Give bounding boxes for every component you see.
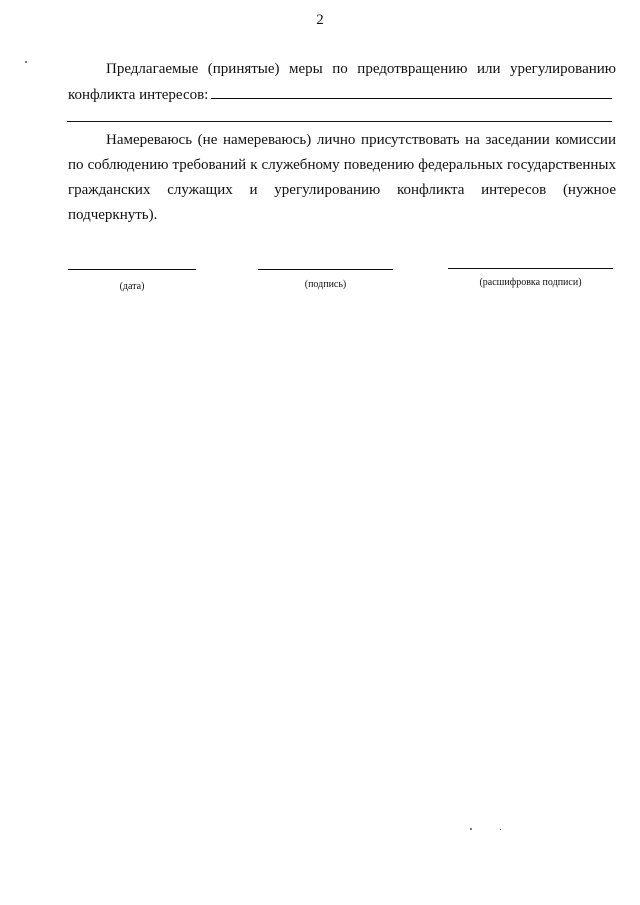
signature-label: (подпись) — [304, 279, 347, 290]
attendance-line-4: подчеркнуть). — [68, 207, 158, 223]
date-line[interactable] — [68, 269, 196, 270]
scan-speck — [470, 828, 472, 830]
attendance-line-2: по соблюдению требований к служебному поведению федеральных государственных — [68, 157, 616, 173]
measures-fill-line[interactable] — [211, 82, 612, 99]
signature-line[interactable] — [258, 269, 393, 270]
attendance-paragraph — [68, 128, 616, 228]
scan-speck — [25, 61, 27, 63]
page-number: 2 — [316, 12, 324, 28]
signature-decoding-line[interactable] — [448, 268, 613, 269]
signature-decoding-label: (расшифровка подписи) — [479, 277, 582, 288]
attendance-line-1: Намереваюсь (не намереваюсь) лично присутствовать на заседании комиссии — [106, 132, 616, 148]
attendance-line-3: гражданских служащих и урегулированию конфликта интересов (нужное — [68, 182, 616, 198]
measures-line-2 — [68, 82, 616, 108]
measures-line-2-text: конфликта интересов: — [68, 87, 209, 103]
measures-extra-line[interactable] — [67, 121, 612, 122]
measures-line-1: Предлагаемые (принятые) меры по предотвращению или урегулированию — [106, 61, 616, 77]
date-label: (дата) — [119, 281, 145, 292]
scan-speck — [500, 829, 501, 830]
measures-paragraph — [68, 57, 616, 108]
